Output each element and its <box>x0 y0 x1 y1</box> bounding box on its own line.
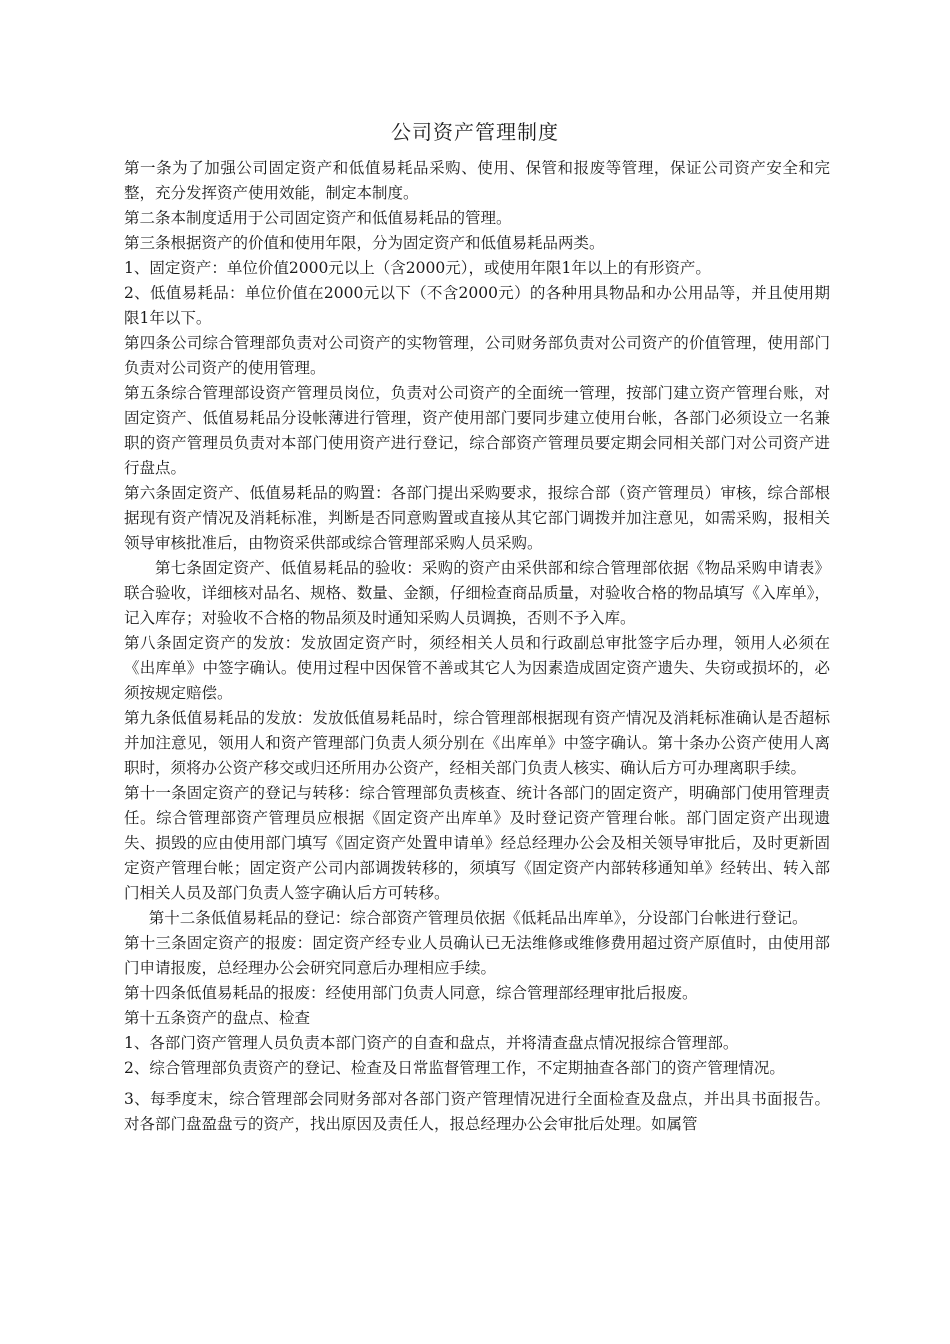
paragraph-check-item-3: 3、每季度末，综合管理部会同财务部对各部门资产管理情况进行全面检查及盘点，并出具书面报告。对各部门盘盈盘亏的资产，找出原因及责任人，报总经理办公会审批后处理。如属管 <box>124 1090 830 1133</box>
page-title: 公司资产管理制度 <box>391 120 559 144</box>
paragraph-item-fixed-assets: 1、固定资产：单位价值2000元以上（含2000元），或使用年限1年以上的有形资产。 <box>124 259 711 277</box>
paragraph-article-3: 第三条根据资产的价值和使用年限，分为固定资产和低值易耗品两类。 <box>124 234 605 252</box>
paragraph-item-low-value: 2、低值易耗品：单位价值在2000元以下（不含2000元）的各种用具物品和办公用品等，并且使用期限1年以下。 <box>124 284 830 327</box>
paragraph-article-14: 第十四条低值易耗品的报废：经使用部门负责人同意，综合管理部经理审批后报废。 <box>124 984 698 1002</box>
paragraph-article-12: 第十二条低值易耗品的登记：综合部资产管理员依据《低耗品出库单》，分设部门台帐进行登记。 <box>148 909 808 927</box>
paragraph-article-4: 第四条公司综合管理部负责对公司资产的实物管理，公司财务部负责对公司资产的价值管理，使用部门负责对公司资产的使用管理。 <box>124 334 830 377</box>
paragraph-article-13: 第十三条固定资产的报废：固定资产经专业人员确认已无法维修或维修费用超过资产原值时，由使用部门申请报废，总经理办公会研究同意后办理相应手续。 <box>124 934 830 977</box>
paragraph-check-item-1: 1、各部门资产管理人员负责本部门资产的自查和盘点，并将清查盘点情况报综合管理部。 <box>124 1034 739 1052</box>
paragraph-article-6: 第六条固定资产、低值易耗品的购置：各部门提出采购要求，报综合部（资产管理员）审核，综合部根据现有资产情况及消耗标准，判断是否同意购置或直接从其它部门调拨并加注意见，如需采购，报相关领导审核批准后，由物资采供部或综合管理部采购人员采购。 <box>124 484 830 552</box>
paragraph-article-8: 第八条固定资产的发放：发放固定资产时，须经相关人员和行政副总审批签字后办理，领用人必须在《出库单》中签字确认。使用过程中因保管不善或其它人为因素造成固定资产遗失、失窃或损坏的，必须按规定赔偿。 <box>124 634 830 702</box>
paragraph-article-11: 第十一条固定资产的登记与转移：综合管理部负责核查、统计各部门的固定资产，明确部门使用管理责任。综合管理部资产管理员应根据《固定资产出库单》及时登记资产管理台帐。部门固定资产出现遗失、损毁的应由使用部门填写《固定资产处置申请单》经总经理办公会及相关领导审批后，及时更新固定资产管理台帐；固定资产公司内部调拨转移的，须填写《固定资产内部转移通知单》经转出、转入部门相关人员及部门负责人签字确认后方可转移。 <box>124 784 830 902</box>
paragraph-check-item-2: 2、综合管理部负责资产的登记、检查及日常监督管理工作，不定期抽查各部门的资产管理情况。 <box>124 1059 785 1077</box>
paragraph-article-1: 第一条为了加强公司固定资产和低值易耗品采购、使用、保管和报废等管理，保证公司资产安全和完整，充分发挥资产使用效能，制定本制度。 <box>124 159 830 202</box>
document-body <box>124 156 830 1137</box>
paragraph-article-9-10: 第九条低值易耗品的发放：发放低值易耗品时，综合管理部根据现有资产情况及消耗标准确认是否超标并加注意见，领用人和资产管理部门负责人须分别在《出库单》中签字确认。第十条办公资产使用人离职时，须将办公资产移交或归还所用办公资产，经相关部门负责人核实、确认后方可办理离职手续。 <box>124 709 830 777</box>
paragraph-article-2: 第二条本制度适用于公司固定资产和低值易耗品的管理。 <box>124 209 512 227</box>
paragraph-article-7: 第七条固定资产、低值易耗品的验收：采购的资产由采供部和综合管理部依据《物品采购申请表》联合验收，详细核对品名、规格、数量、金额，仔细检查商品质量，对验收合格的物品填写《入库单》，记入库存；对验收不合格的物品须及时通知采购人员调换，否则不予入库。 <box>124 559 830 627</box>
paragraph-article-15: 第十五条资产的盘点、检查 <box>124 1009 311 1027</box>
paragraph-article-5: 第五条综合管理部设资产管理员岗位，负责对公司资产的全面统一管理，按部门建立资产管理台账，对固定资产、低值易耗品分设帐薄进行管理，资产使用部门要同步建立使用台帐，各部门必须设立一名兼职的资产管理员负责对本部门使用资产进行登记，综合部资产管理员要定期会同相关部门对公司资产进行盘点。 <box>124 384 830 477</box>
